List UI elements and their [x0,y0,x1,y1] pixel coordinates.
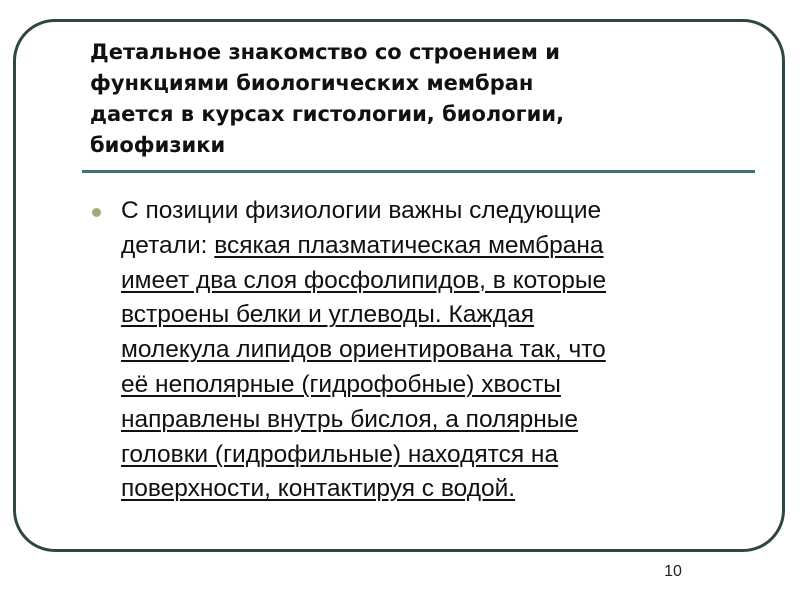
bullet-line-3: имеет два слоя фосфолипидов, в которые [121,266,607,294]
bullet-dot-icon [92,208,101,217]
bullet-line-1 [121,194,730,229]
bullet-line-5: молекула липидов ориентирована так, что [121,336,606,364]
bullet-line-9: поверхности, контактируя с водой. [121,475,516,503]
bullet-item [90,194,730,507]
bullet-line-2-underlined: всякая плазматическая мембрана [214,231,604,259]
bullet-line-7: направлены внутрь бислоя, а полярные [121,405,578,433]
bullet-line-6: её неполярные (гидрофобные) хвосты [121,370,561,398]
slide-frame [13,19,785,552]
bullet-line-1-text: С позиции физиологии важны следующие [121,197,602,224]
page-number: 10 [664,563,682,580]
bullet-list [90,194,730,507]
slide-title: Детальное знакомство со строением и функциями биологических мембран дается в курсах гистологии, биологии, биофизики [90,40,565,157]
bullet-line-2 [121,229,730,264]
title-divider [82,170,755,173]
bullet-line-2-text: детали: [121,231,215,259]
bullet-line-8: головки (гидрофильные) находятся на [121,440,559,468]
bullet-line-4: встроены белки и углеводы. Каждая [121,301,534,329]
